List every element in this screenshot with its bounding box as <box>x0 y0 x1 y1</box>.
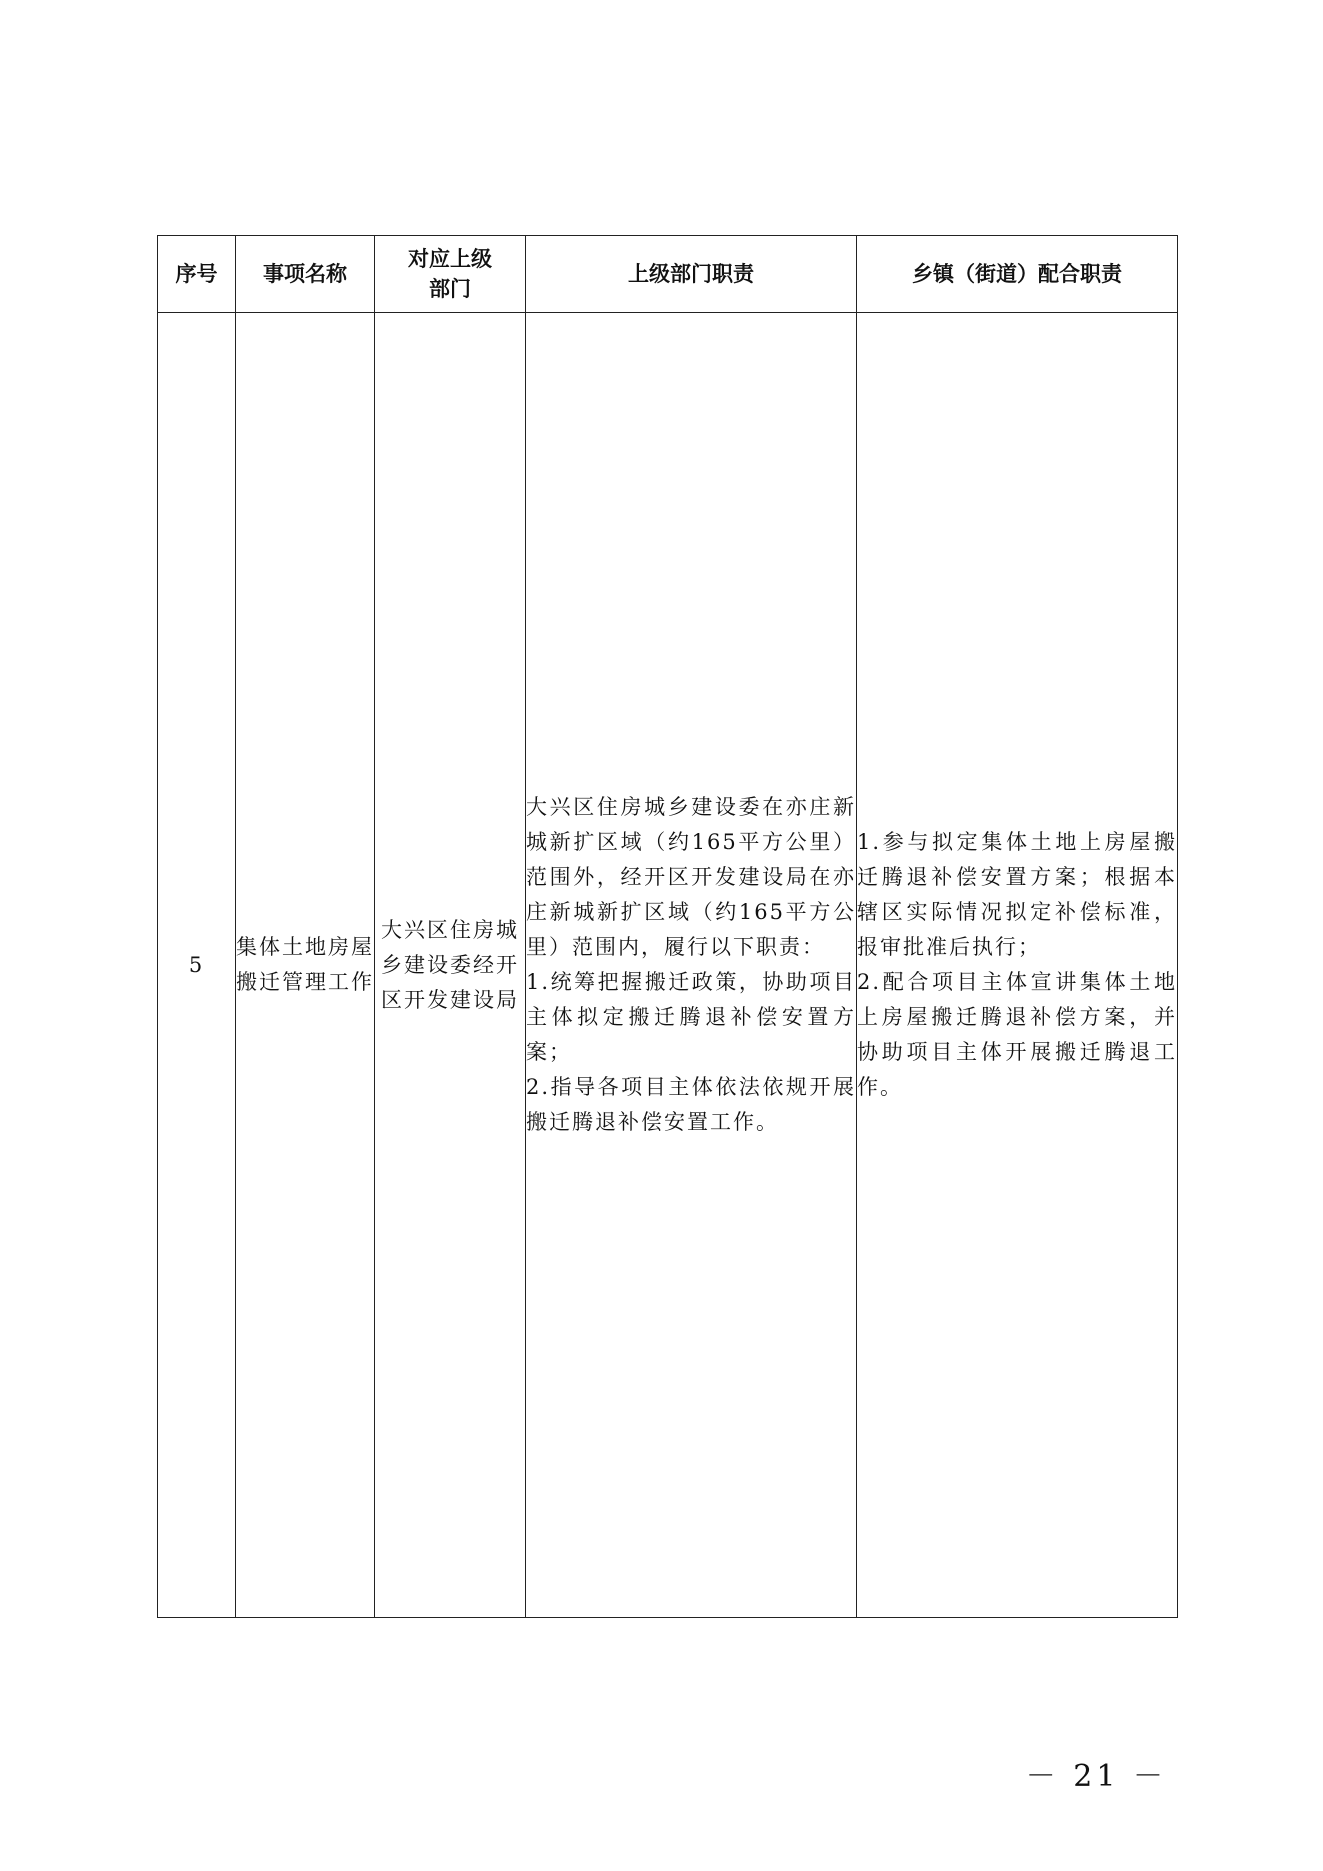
cell-superior-department: 大兴区住房城乡建设委经开区开发建设局 <box>375 313 526 1618</box>
superior-duties-intro: 大兴区住房城乡建设委在亦庄新城新扩区域（约165平方公里）范围外，经开区开发建设局在亦庄新城新扩区域（约165平方公里）范围内，履行以下职责： <box>526 795 856 959</box>
cell-serial-number: 5 <box>158 313 236 1618</box>
header-superior-department-label: 对应上级部门 <box>408 247 492 301</box>
cell-superior-duties <box>526 313 857 1618</box>
page-number: － 21 － <box>1025 1759 1167 1794</box>
table-row <box>158 313 1178 1618</box>
superior-duty-item-2: 2.指导各项目主体依法依规开展搬迁腾退补偿安置工作。 <box>526 1075 856 1134</box>
header-town-duties: 乡镇（街道）配合职责 <box>857 236 1178 313</box>
table-header-row <box>158 236 1178 313</box>
duties-table <box>157 235 1178 1618</box>
superior-duty-item-1: 1.统筹把握搬迁政策，协助项目主体拟定搬迁腾退补偿安置方案； <box>526 970 856 1064</box>
header-item-name: 事项名称 <box>236 236 375 313</box>
cell-town-duties <box>857 313 1178 1618</box>
town-duty-item-1: 1.参与拟定集体土地上房屋搬迁腾退补偿安置方案；根据本辖区实际情况拟定补偿标准，报审批准后执行； <box>857 830 1177 959</box>
town-duty-item-2: 2.配合项目主体宣讲集体土地上房屋搬迁腾退补偿方案，并协助项目主体开展搬迁腾退工作。 <box>857 970 1177 1099</box>
header-superior-duties: 上级部门职责 <box>526 236 857 313</box>
header-superior-department <box>375 236 526 313</box>
cell-item-name: 集体土地房屋搬迁管理工作 <box>236 313 375 1618</box>
header-serial-number: 序号 <box>158 236 236 313</box>
